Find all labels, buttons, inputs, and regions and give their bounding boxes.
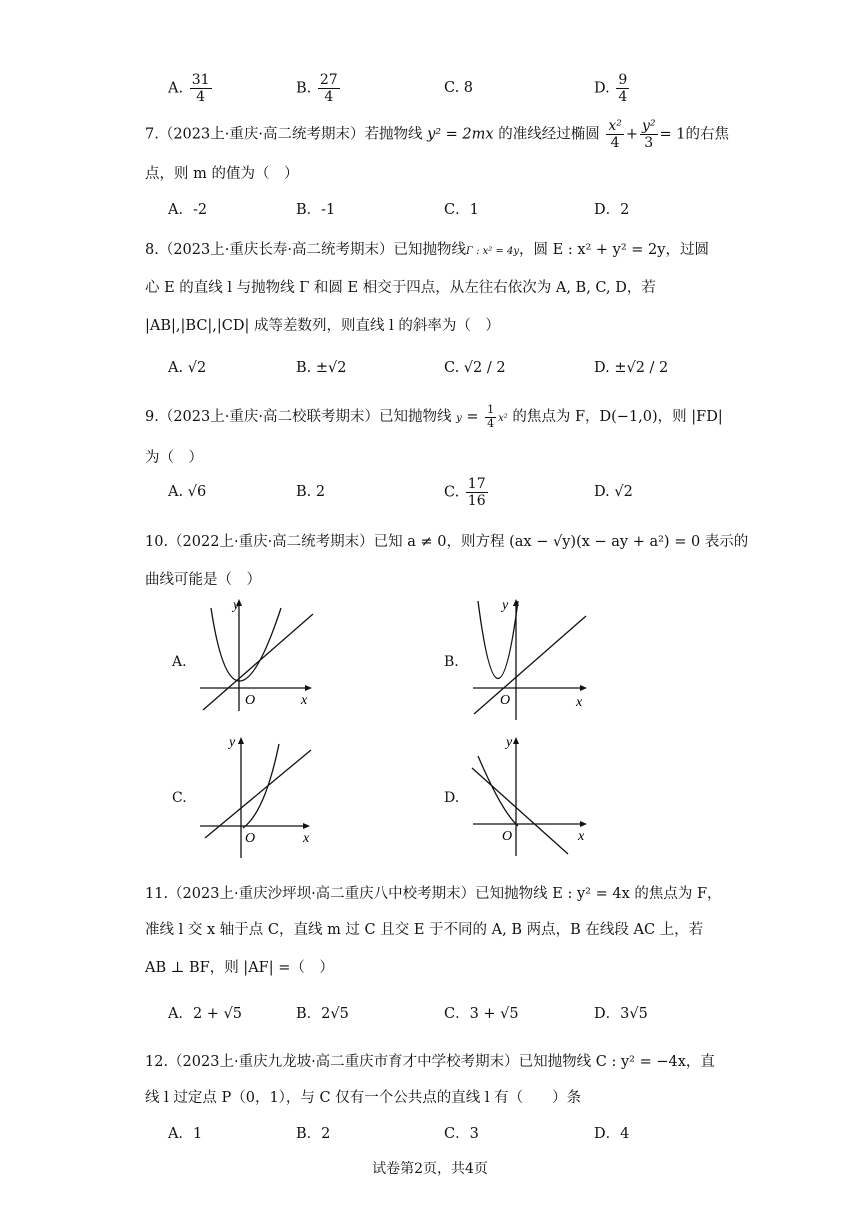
q8-stem-line1: 8.（2023上·重庆长寿·高二统考期末）已知抛物线Γ : x² = 4y，圆 E : x² + y² = 2y，过圆	[145, 242, 709, 258]
q8-option-c: C. √2 / 2	[444, 360, 506, 376]
page-footer: 试卷第2页，共4页	[372, 1161, 488, 1177]
q6-option-c: C. 8	[444, 80, 474, 96]
graph-d-x-label: x	[578, 829, 585, 844]
q7-option-b: B．-1	[296, 202, 336, 218]
graph-d-y-label: y	[506, 735, 513, 750]
q9-option-a: A. √6	[168, 484, 207, 500]
q11-option-b: B．2√5	[296, 1006, 349, 1022]
graph-b-origin: O	[500, 693, 511, 708]
graph-c	[195, 732, 320, 860]
q11-option-a: A．2 + √5	[168, 1006, 243, 1022]
q7-stem-line2: 点，则 m 的值为（ ）	[145, 166, 299, 182]
q9-option-c: C. $\frac{17}{16}$	[444, 476, 486, 510]
graph-c-origin: O	[245, 831, 256, 846]
q9-option-d: D. √2	[594, 484, 633, 500]
graph-d	[468, 732, 593, 860]
q8-option-b: B. ±√2	[296, 360, 347, 376]
q8-option-a: A. √2	[168, 360, 207, 376]
graph-d-label: D.	[444, 790, 460, 806]
q6-option-b: B. $\frac{27}{4}$	[296, 72, 338, 106]
graph-d-origin: O	[502, 829, 513, 844]
q12-option-d: D．4	[594, 1126, 630, 1142]
q8-stem-line3: |AB|,|BC|,|CD| 成等差数列，则直线 l 的斜率为（ ）	[145, 318, 500, 334]
q11-stem-line3: AB ⊥ BF，则 |AF| =（ ）	[145, 960, 334, 976]
q9-stem-line2: 为（ ）	[145, 450, 203, 466]
graph-a-x-label: x	[301, 693, 308, 708]
graph-a-label: A.	[172, 654, 187, 670]
graph-a-origin: O	[245, 693, 256, 708]
q7-option-c: C．1	[444, 202, 479, 218]
q12-option-b: B．2	[296, 1126, 331, 1142]
q9-option-b: B. 2	[296, 484, 326, 500]
q12-option-c: C．3	[444, 1126, 479, 1142]
q10-stem-line2: 曲线可能是（ ）	[145, 572, 261, 588]
graph-c-y-label: y	[229, 735, 236, 750]
q11-stem-line1: 11.（2023上·重庆沙坪坝·高二重庆八中校考期末）已知抛物线 E : y² = 4x 的焦点为 F，	[145, 886, 722, 902]
q9-stem-line1: 9.（2023上·重庆·高二校联考期末）已知抛物线 y = $\frac{1}{4}$ x² 的焦点为 F，D(−1,0)，则 |FD|	[145, 403, 723, 430]
q7-stem-line1: 7.（2023上·重庆·高二统考期末）若抛物线 y² = 2mx 的准线经过椭圆 $\frac{\text{x²}}{4}$ + $\frac{\text{y²}}{3}$ = 1的右焦	[145, 118, 729, 152]
graph-c-x-label: x	[303, 831, 310, 846]
q6-option-a: A. $\frac{31}{4}$	[168, 72, 210, 106]
q11-option-d: D．3√5	[594, 1006, 648, 1022]
q8-option-d: D. ±√2 / 2	[594, 360, 669, 376]
graph-b-x-label: x	[576, 695, 583, 710]
graph-b-label: B.	[444, 654, 459, 670]
q12-stem-line1: 12.（2023上·重庆九龙坡·高二重庆市育才中学校考期末）已知抛物线 C : y² = −4x，直	[145, 1054, 715, 1070]
q11-option-c: C．3 + √5	[444, 1006, 519, 1022]
graph-b-y-label: y	[502, 598, 509, 613]
q7-option-a: A．-2	[168, 202, 208, 218]
graph-a	[195, 596, 320, 714]
graph-a-y-label: y	[233, 598, 240, 613]
q10-stem-line1: 10.（2022上·重庆·高二统考期末）已知 a ≠ 0，则方程 (ax − √y)(x − ay + a²) = 0 表示的	[145, 534, 749, 550]
q8-stem-line2: 心 E 的直线 l 与抛物线 Γ 和圆 E 相交于四点，从左往右依次为 A, B, C, D，若	[145, 280, 656, 296]
q7-option-d: D．2	[594, 202, 630, 218]
q11-stem-line2: 准线 l 交 x 轴于点 C，直线 m 过 C 且交 E 于不同的 A, B 两点，B 在线段 AC 上，若	[145, 922, 704, 938]
q12-stem-line2: 线 l 过定点 P（0，1），与 C 仅有一个公共点的直线 l 有（ ）条	[145, 1090, 582, 1106]
q6-option-d: D. $\frac{9}{4}$	[594, 72, 628, 106]
graph-c-label: C.	[172, 790, 187, 806]
graph-b	[468, 596, 593, 724]
q12-option-a: A．1	[168, 1126, 203, 1142]
